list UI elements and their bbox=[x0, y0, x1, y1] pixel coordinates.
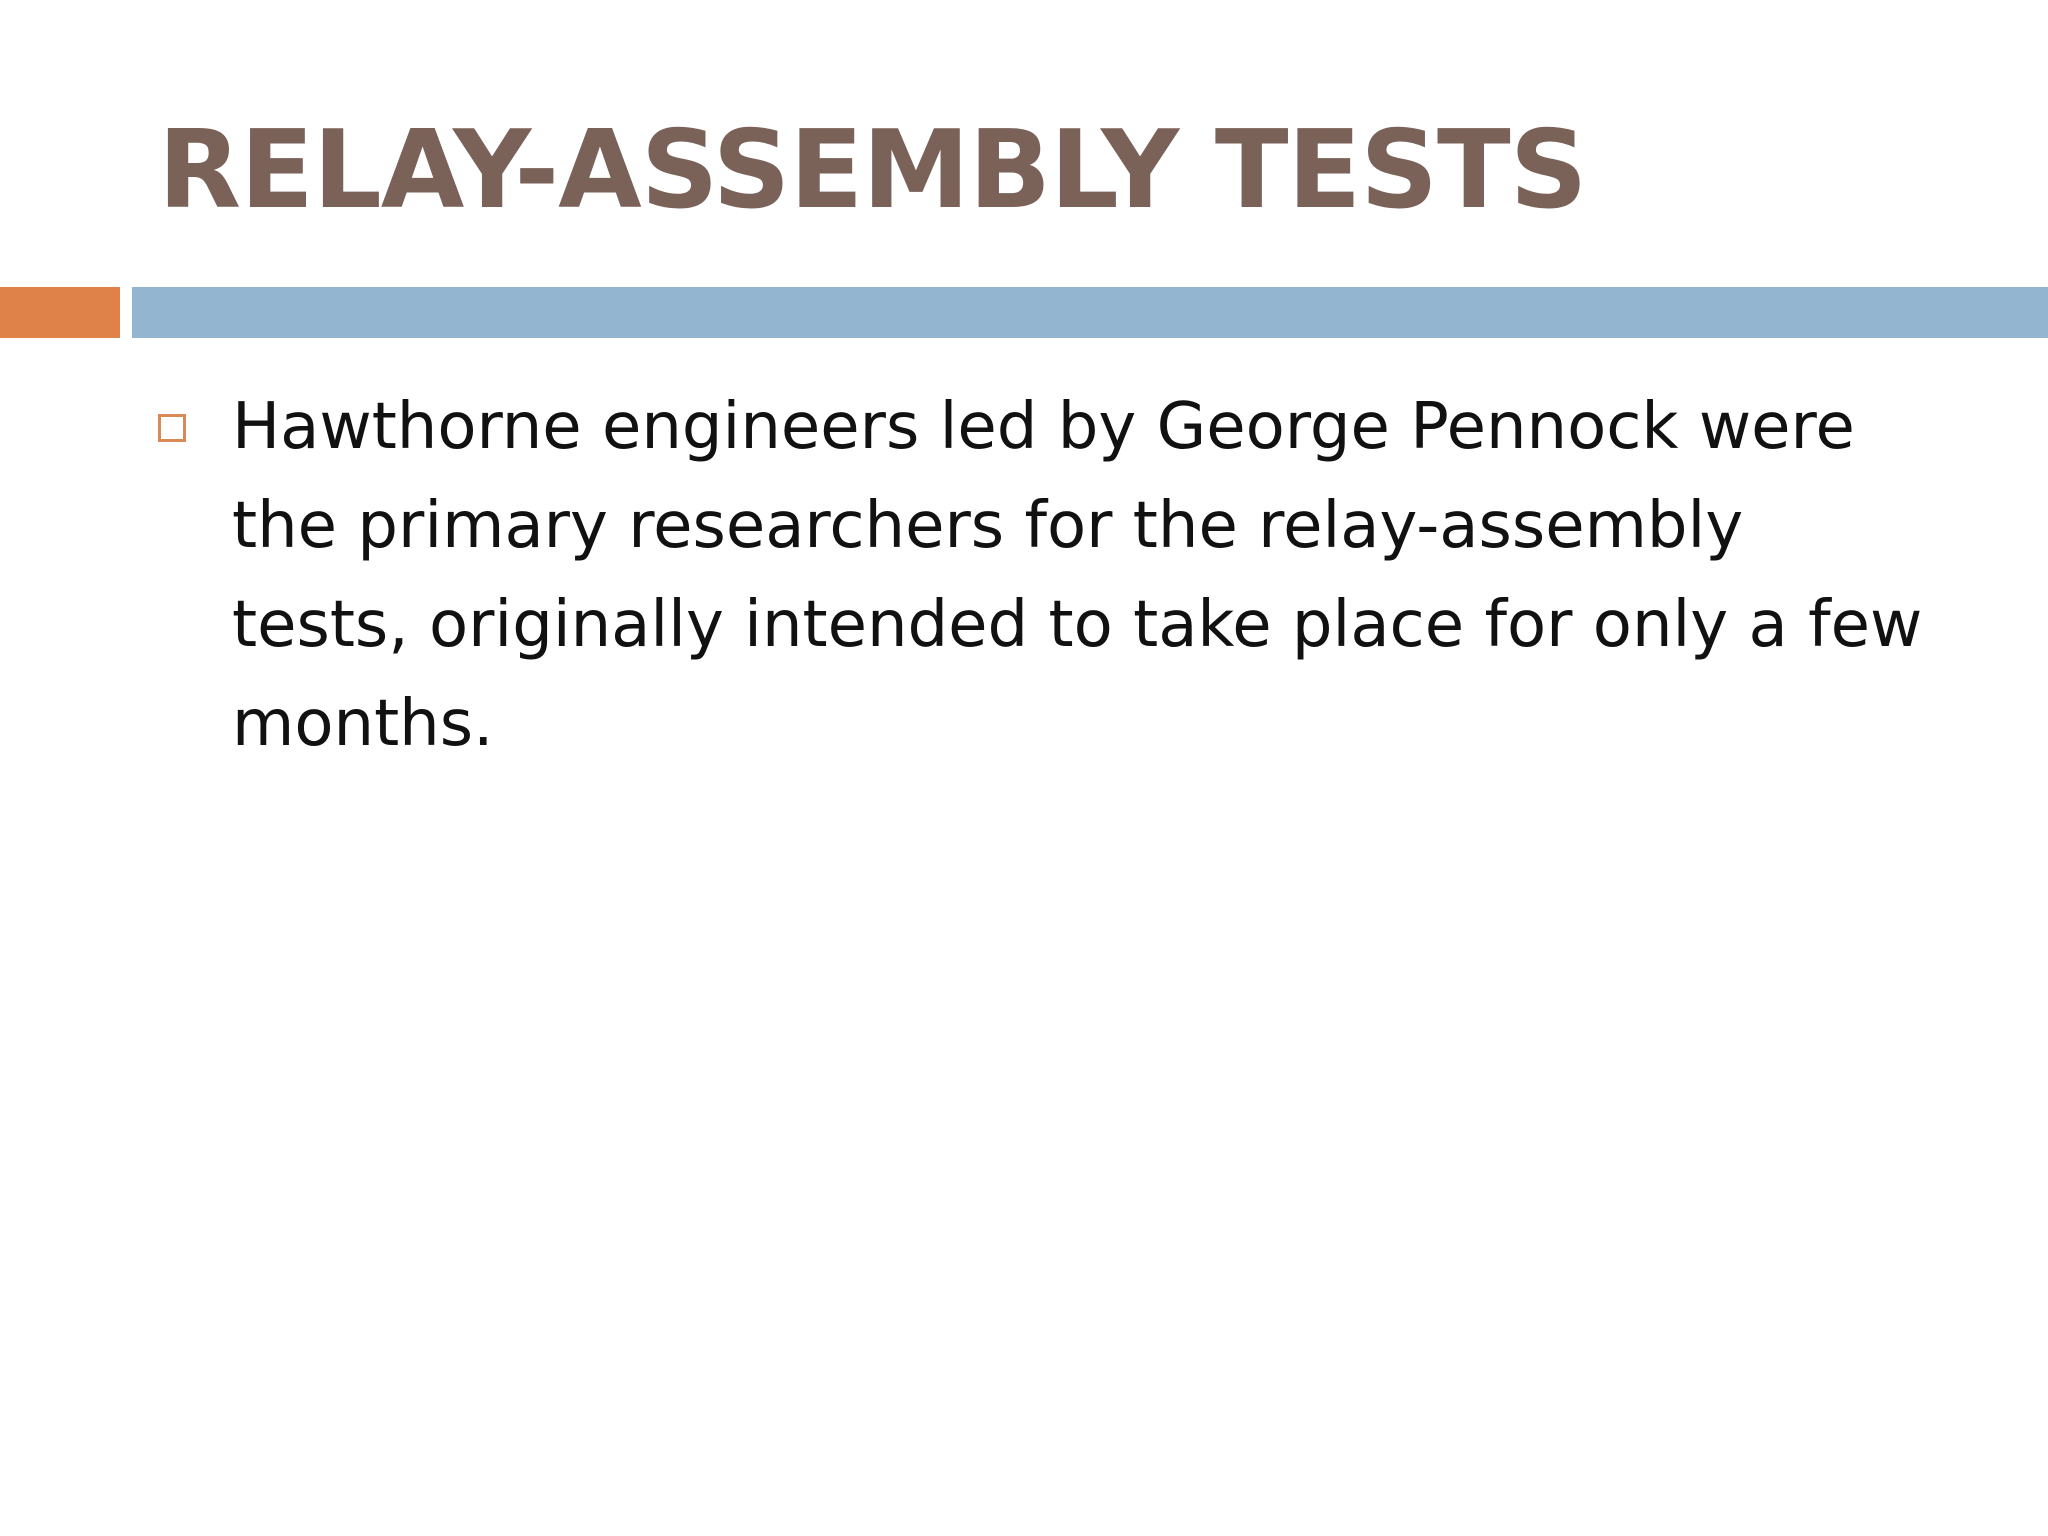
slide-title: RELAY-ASSEMBLY TESTS bbox=[158, 108, 1587, 233]
title-divider-bar bbox=[132, 287, 2048, 338]
bullet-text: Hawthorne engineers led by George Pennock were the primary researchers for the relay-assembly tests, originally intended to take place for only a few months. bbox=[232, 390, 1923, 761]
accent-bar bbox=[0, 287, 120, 338]
slide-body bbox=[158, 378, 1938, 774]
bullet-item bbox=[158, 378, 1938, 774]
square-bullet-icon bbox=[158, 414, 186, 442]
